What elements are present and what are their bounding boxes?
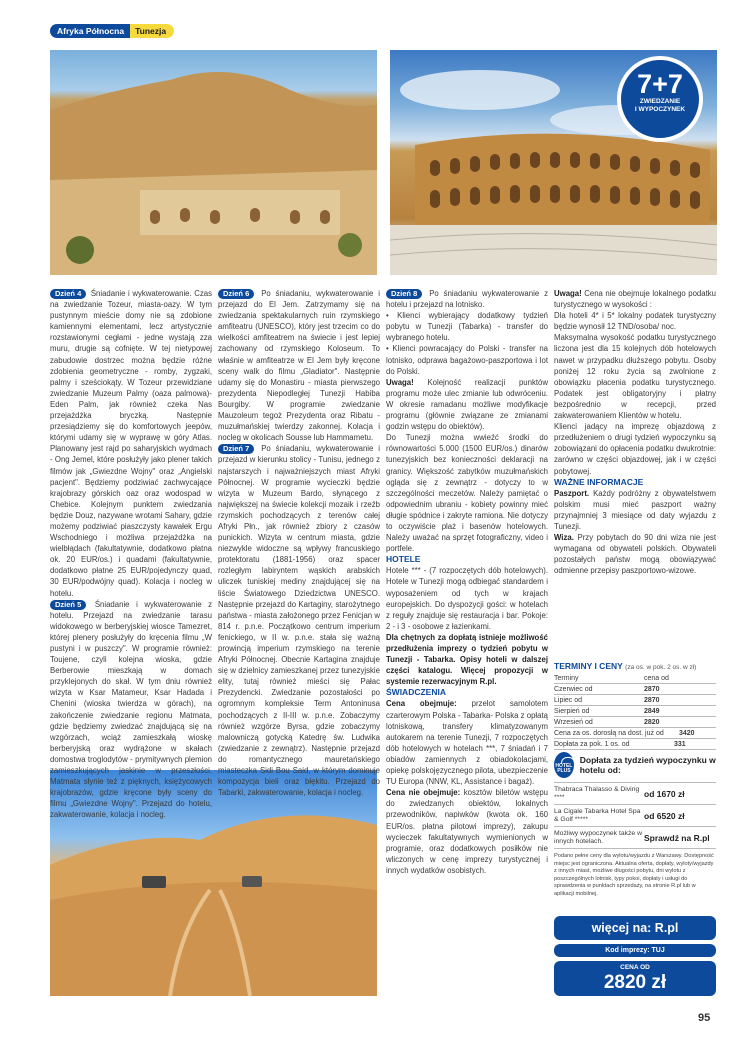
desert-village-photo <box>50 50 377 275</box>
price-row: Sierpień od 2849 <box>554 706 716 717</box>
day-8-badge: Dzień 8 <box>386 289 422 299</box>
region-tag: Afryka Północna <box>50 24 130 38</box>
more-info-button[interactable]: więcej na: R.pl <box>554 916 716 940</box>
currency-info: Do Tunezji można wwieźć środki do równowartości 5.000 (1500 EUR/os.) dinarów tunezyjskich bez konieczności deklaracji na granicy. Większość zabytków muzułmańskich ogląda się z zewnątrz - dotyczy to w szczególności meczetów. Należy pamiętać o odpowiednim ubraniu - kobiety powinny mieć długie spódnice i zakryte ramiona. Nie dotyczy to oczywiście plaż i basenów hotelowych. Należy uważać na sprzęt fotograficzny, video i portfele. <box>386 433 548 554</box>
hotel-plus-title: Dopłata za tydzień wypoczynku w hotelu od: <box>579 755 716 775</box>
day-6-text: Po śniadaniu, wykwaterowanie i przejazd do El Jem. Zatrzymamy się na zwiedzania spektakularnych ruin rzymskiego amfiteatru (UNESCO), który jest trzecim co do wielkości amfiteatrem na świecie i jest lepiej zachowany od rzymskiego Koloseum. To właśnie w amfiteatrze w El Jem były kręcone sceny walk do filmu „Gladiator". Następnie udamy się do Monastiru - miasta pierwszego prezydenta Niepodległej Tunezji Habiba Bourgiby. W programie zwiedzanie Mauzoleum tegoż Prezydenta oraz Ribatu - muzułmańskiej twierdzy zakonnej. Kolacja i nocleg w okolicach Sousse lub Hammametu. <box>218 289 381 443</box>
attention-text: Kolejność realizacji punktów programu może ulec zmianie lub odwróceniu. W okresie ramadanu możliwe modyfikacje programu (głównie związane ze zmianami godzin wstępu do obiektów). <box>386 377 549 432</box>
passport-text: Każdy podróżny z obywatelstwem polskim musi mieć paszport ważny przynajmniej 3 miesiące od daty wyjazdu z Tunezji. <box>554 488 716 531</box>
tax-text-3: Maksymalna wysokość podatku turystycznego liczona jest dla 15 kolejnych dób hotelowych nawet w przypadku dłuższego pobytu. Osoby poniżej 12 roku życia są zwolnione z obowiązku płacenia podatku turystycznego. Podatek jest obligatoryjny i płatny bezpośrednio w recepcji, przed zakwaterowaniem Klientów w hotelu. <box>554 333 716 421</box>
day-8-text: Po śniadaniu wykwaterowanie z hotelu i przejazd na lotnisko. <box>386 289 549 310</box>
hotel-option-row: Thabraca Thalasso & Diving **** od 1670 zł <box>554 783 716 805</box>
price-table <box>554 661 716 750</box>
badge-number: 7+7 <box>637 69 683 99</box>
tour-code-label: Kod imprezy: TUJ <box>554 944 716 957</box>
price-table-subtitle: (za os. w pok. 2 os. w zł) <box>625 664 697 671</box>
visa-text: Przy pobytach do 90 dni wiza nie jest wymagana od obywateli polskich. Obywateli pozostałych państw mogą obowiązywać odmienne przepisy paszportowo-wizowe. <box>554 533 716 576</box>
visa-label: Wiza. <box>554 533 574 543</box>
price-row: Czerwiec od 2870 <box>554 684 716 695</box>
price-table-header: Terminy cena od <box>554 673 716 684</box>
tax-text-2: Dla hoteli 4* i 5* lokalny podatek turystyczny będzie wynosił 12 TND/osoba/ noc. <box>554 311 716 332</box>
price-table-title: TERMINY I CENY (za os. w pok. 2 os. w zł) <box>554 661 697 671</box>
services-heading: ŚWIADCZENIA <box>386 687 446 698</box>
page-number: 95 <box>698 1012 711 1024</box>
tax-label: Uwaga! <box>554 289 582 298</box>
price-row: Wrzesień od 2820 <box>554 717 716 728</box>
tax-text: Cena nie obejmuje lokalnego podatku turystycznego w wysokości : <box>554 289 716 310</box>
tax-text-4: Klienci jadący na imprezę objazdową z przedłużeniem o drugi tydzień wypoczynku są zobowiązani do opłacenia podatku dwukrotnie: zarówno w części objazdowej, jak i w części pobytowej. <box>554 422 716 476</box>
price-disclaimer: Podano pełne ceny dla wylotu/wyjazdu z Warszawy. Dostępność miejsc jest ograniczona. Aktualna oferta, dopłaty, wyloty/wyjazdy z innych miast, możliwe długości pobytu, dni wylotu z poszczególnych lotnisk, typy pokoi, dopłaty i usługi do sprawdzenia w punktach sprzedaży, na stronie R.pl lub w aplikacji mobilnej. <box>554 853 714 897</box>
day-4-badge: Dzień 4 <box>50 289 86 299</box>
day-8-bullet-1: • Klienci wybierający dodatkowy tydzień pobytu w Tunezji (Tabarka) - transfer do wybranego hotelu. <box>386 311 548 343</box>
badge-line1: ZWIEDZANIE <box>639 98 681 105</box>
hotel-plus-box <box>554 752 716 849</box>
program-column-2 <box>218 288 380 798</box>
badge-line2: I WYPOCZYNEK <box>634 106 686 113</box>
day-5-badge: Dzień 5 <box>50 600 86 610</box>
breadcrumb <box>50 24 174 38</box>
country-tag: Tunezja <box>130 24 174 38</box>
day-7-badge: Dzień 7 <box>218 444 254 454</box>
day-5-text: Śniadanie i wykwaterowanie z hotelu. Przejazd na zwiedzanie tarasu widokowego w berberyjskiej wiosce Tamezret, której plenery posłużyły do kręcenia filmu „W pustyni i w puszczy". W programie również: Toujene, czyli kolejna wioska, gdzie Berberowie mieszkają w domach przyklejonych do skał. W tym dniu również wizyta w Ksar Matameur, Ksar Hadada i Chenini (wioska twierdza w górach), na zakończenie zwiedzanie regionu Matmata, gdzie będziemy zwiedzać znajdującą się na wzgórzach, wciąż zamieszkałą wioskę berberyjską oraz wydrążone w skałach domostwa troglodytów - prymitywnych plemion zamieszkujących jaskinie w przeszłości. Matmata słynie też z pięknych, księżycowych krajobrazów, gdzie kręcone były sceny do filmu „Gwiezdne Wojny". Przejazd do hotelu, zakwaterowanie, kolacja i nocleg. <box>50 599 213 820</box>
program-column-1 <box>50 288 212 821</box>
important-heading: WAŻNE INFORMACJE <box>554 476 644 487</box>
attention-label: Uwaga! <box>386 377 414 387</box>
info-column <box>554 288 716 576</box>
hotel-option-row: La Cigale Tabarka Hotel Spa & Golf ***** od 6520 zł <box>554 805 716 827</box>
price-from-label: CENA OD <box>620 964 650 971</box>
price-from-box <box>554 961 716 996</box>
passport-label: Paszport. <box>554 488 590 498</box>
hotels-text: Hotele *** - (7 rozpoczętych dób hotelowych). Hotele w Tunezji mogą odbiegać standardem i wyposażeniem od tych w krajach europejskich. Do dyspozycji gości: w hotelach z reguły znajduje się restauracja i bar. Pokoje: 2 - i 3 - osobowe z łazienkami. <box>386 566 548 631</box>
price-row: Lipiec od 2870 <box>554 695 716 706</box>
day-8-bullet-2: • Klienci powracający do Polski - transfer na lotnisko, odprawa bagażowo-paszportowa i lot do Polski. <box>386 344 548 376</box>
day-6-badge: Dzień 6 <box>218 289 254 299</box>
excludes-text: kosztów biletów wstępu do zwiedzanych obiektów, lokalnych przewodników, napiwków (kwota ok. 160 EUR/os. płatna pilotowi imprezy), zakupu wycieczek fakultatywnych wymienionych w programie, oraz dodatkowych posiłków nie wliczonych w cenę imprezy turystycznej i innych wydatków osobistych. <box>386 788 548 875</box>
hotel-plus-icon: HOTEL PLUS <box>554 752 574 778</box>
includes-label: Cena obejmuje: <box>386 699 457 709</box>
tour-type-badge <box>617 56 703 142</box>
price-row: Dopłata za pok. 1 os. od 331 <box>554 739 716 750</box>
day-7-text: Po śniadaniu, wykwaterowanie i przejazd w kierunku stolicy - Tunisu, jednego z najstarszych i najważniejszych miast Afryki Północnej. W programie wycieczki będzie wizyta w Muzeum Bardo, słynącego z największej na świecie kolekcji mozaik i rzeźb rzymskich pochodzących z terenów całej Afryki Płn., jak również zbiory z czasów punickich. Wizyta w centrum miasta, gdzie niezwykle widoczne są wpływy francuskiego protektoratu (1881-1956) oraz spacer rozległym labiryntem wąskich arabskich uliczek tuniskiej mediny znajdującej się na liście Światowego Dziedzictwa UNESCO. Następnie przejazd do Kartaginy, starożytnego państwa - miasta założonego przez Fenicjan w 814 r. p.n.e. Początkowo centrum imperium fenickiego, w II w. p.n.e. stała się ważną prowincją imperium rzymskiego na terenie Afryki Północnej. Obecnie Kartagina znajduje się w dzielnicy zamieszkanej przez tunezyjskie elity, tutaj również mieści się Pałac Prezydencki. Zwiedzanie pozostałości po ogromnym kompleksie Term Antoninusa pochodzących z II-III w. p.n.e. Zobaczymy również wzgórze Byrsa, gdzie zobaczymy malowniczą gotycką Katedrę św. Ludwika (zwiedzanie z zewnątrz). Następnie przejazd do romantycznego mauretańskiego miasteczka Sidi Bou Said, w którym dominuje kompozycja bieli oraz błękitu. Przejazd do Tabarki, zakwaterowanie, kolacja i nocleg. <box>218 444 381 798</box>
price-from-value: 2820 zł <box>603 972 667 993</box>
excludes-label: Cena nie obejmuje: <box>386 788 461 798</box>
includes-text: przelot samolotem czarterowym Polska - Tabarka- Polska z opłatą lotniskową, transfery klimatyzowanym autokarem na terenie Tunezji, 7 rozpoczętych dób hotelowych w hotelach ***, 7 śniadań i 7 obiadów zamiennych z obiadokolacjami, opiekę polskojęzycznego pilota, ubezpieczenie TU Europa (NNW, KL, Assistance i bagaż). <box>386 699 548 787</box>
program-column-3 <box>386 288 548 876</box>
extension-info: Dla chętnych za dopłatą istnieje możliwość przedłużenia imprezy o tydzień pobytu w Tunezji - Tabarka. Opisy hoteli w dalszej części katalogu. Więcej propozycji w systemie rezerwacyjnym R.pl. <box>386 632 548 687</box>
price-row: Cena za os. dorosłą na dost. już od 3420 <box>554 728 716 739</box>
hotels-heading: HOTELE <box>386 554 421 565</box>
hotel-option-row: Możliwy wypoczynek także w innych hotelach. Sprawdź na R.pl <box>554 827 716 849</box>
day-4-text: Śniadanie i wykwaterowanie. Czas na zwiedzanie Tozeur, miasta-oazy. W tym pustynnym mieście domy nie są zdobione kamiennymi elementami, lecz artystycznie rozstawionymi cegłami - jedne wystają zza muru, drugie są cofnięte. W tej nietypowej zabudowie dostrzec można będzie różne zdobienia geometryczne - romby, zygzaki, palmy i sześciokąty. W Tozeur przewidziane zwiedzanie Muzeum Palmy (oaza palmowa)- Eden Palm, jak również czeka Nas przejażdżka bryczką. Następnie przesiądziemy się do komfortowych jeepów, którymi udamy się w wyprawę w góry Atlas. Planowany jest rajd po saharyjskich wydmach - Ong Jemel, które posłużyły jako plener takich filmów jak „Gwiezdne Wojny" oraz „Angielski pacjent". Będziemy podziwiać zachwycające krajobrazy górskich oaz oraz wodospad w Chebice. Kolejnym punktem zwiedzania będzie Douz, nazywane wrotami Sahary, gdzie możemy podziwiać piaszczysty kawałek Ergu Wschodniego i możliwa przejażdżka na wielbłądach (fakultatywnie, dodatkowo płatna ok. 20 EUR/os.) i quadami (fakultatywnie, dodatkowo płatne 25 EUR/pojedynczy quad, 30 EUR/podwójny quad). Kolacja i nocleg w hotelu. <box>50 289 212 598</box>
